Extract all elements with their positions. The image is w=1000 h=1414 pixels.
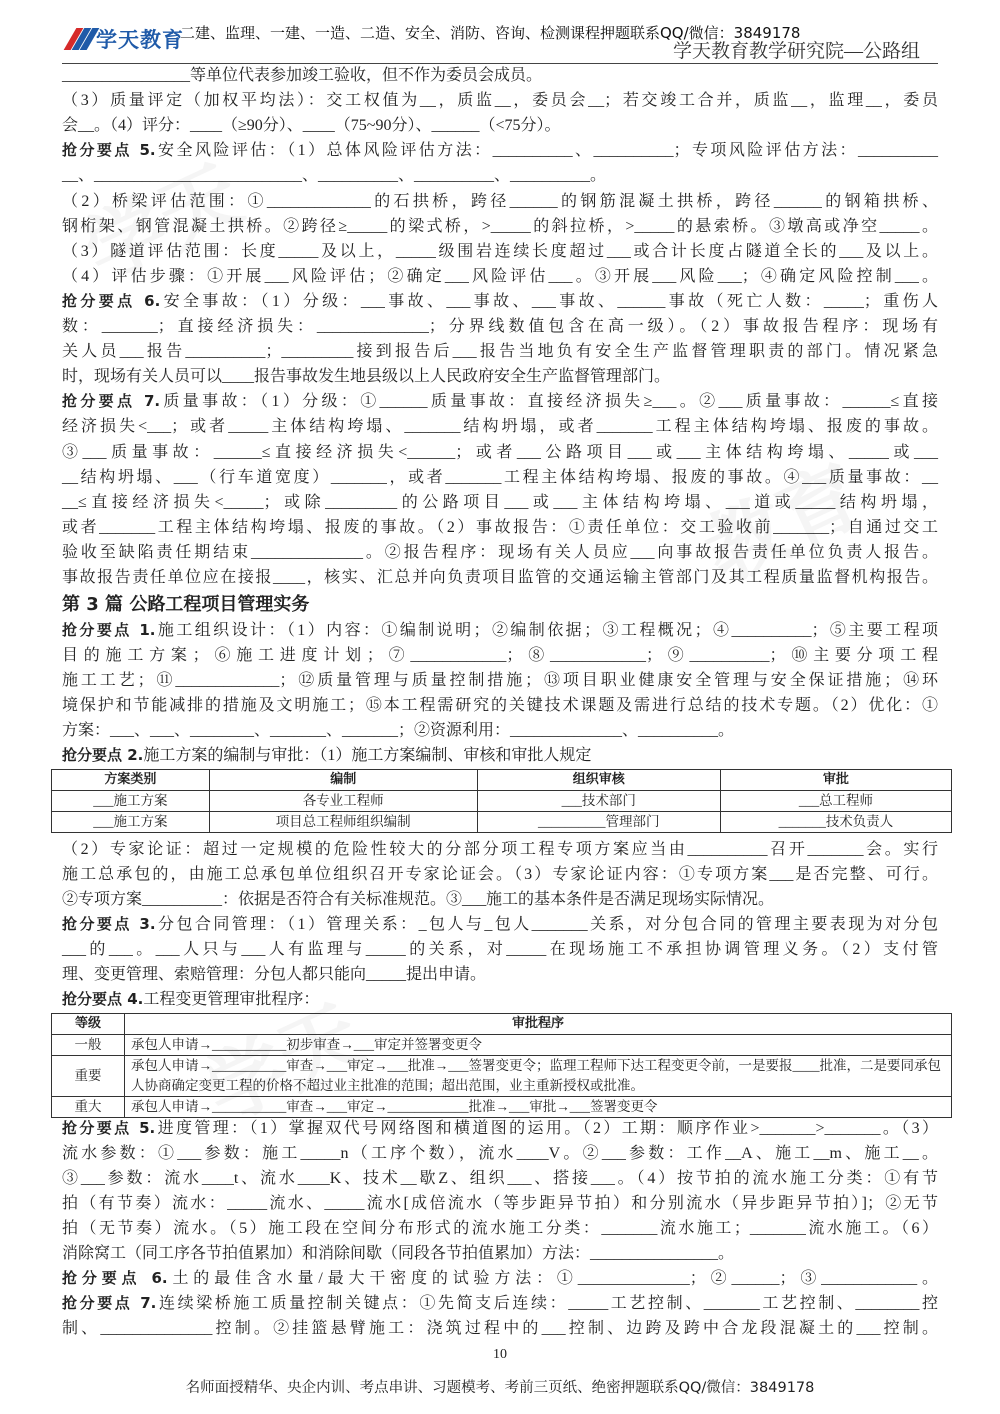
text-line xyxy=(62,540,938,565)
text-line xyxy=(62,364,938,389)
key-point-label: 抢分要点 6. xyxy=(62,291,161,310)
line-text: 分包合同管理：（1）管理关系：_包人与_包人_______关系，对分包合同的管理主要表现为对分包 xyxy=(155,916,938,933)
key-point-line xyxy=(62,743,938,768)
text-line xyxy=(62,1241,938,1266)
logo xyxy=(66,24,184,54)
table-header: 审批程序 xyxy=(125,1014,952,1035)
section-heading: 第 3 篇 公路工程项目管理实务 xyxy=(62,594,310,615)
line-text: 数：_______；直接经济损失：______________；分界线数值包含在高一级）。（2）事故报告程序：现场有 xyxy=(62,318,938,335)
key-point-label: 抢分要点 7. xyxy=(62,392,161,411)
line-text: ___的___。___人只与___人有监理与_____的关系，对_____在现场施工不承担协调管理义务。（2）支付管 xyxy=(62,941,938,958)
text-line xyxy=(62,862,938,887)
line-text: 施工总承包的，由施工总承包单位组织召开专家论证会。（3）专家论证内容：①专项方案___是否完整、可行。 xyxy=(62,866,938,883)
line-text: 进度管理：（1）掌握双代号网络图和横道图的运用。（2）工期：顺序作业>_______>_______。（3） xyxy=(155,1120,938,1137)
table-cell: __________管理部门 xyxy=(477,812,720,833)
line-text: 或者_______工程主体结构垮塌、报废的事故。（2）事故报告：①责任单位：交工验收前_______；自通过交工 xyxy=(62,518,938,536)
line-text: 消除窝工（同工序各节拍值累加）和消除间歇（同段各节拍值累加）方法：________________。 xyxy=(62,1245,735,1262)
table-cell: ___施工方案 xyxy=(52,812,210,833)
text-line xyxy=(62,339,938,364)
line-text: ③___参数：流水____t、流水____K、技术__歇Z、组织___、搭接___。（4）按节拍的流水施工分类：①有节 xyxy=(62,1170,938,1187)
table-cell: ___施工方案 xyxy=(52,791,210,812)
text-line xyxy=(62,565,938,590)
text-line xyxy=(62,718,938,743)
logo-text: 学天教育 xyxy=(96,28,184,52)
line-text: （3）质量评定（加权平均法）：交工权值为__，质监__，委员会__；若交竣工合并，质监__，监理__，委员 xyxy=(62,92,938,110)
key-point-line xyxy=(62,987,938,1012)
header-promo: 二建、监理、一建、一造、二造、安全、消防、咨询、检测课程押题联系QQ/微信：3849178 xyxy=(180,24,801,42)
text-line xyxy=(62,1216,938,1241)
key-point-line xyxy=(62,1266,938,1291)
key-point-line xyxy=(62,912,938,937)
scheme-approval-table xyxy=(51,769,952,833)
change-approval-table xyxy=(51,1013,952,1118)
table-row xyxy=(52,1035,952,1056)
text-line xyxy=(62,1191,938,1216)
line-text: 目的施工方案；⑥施工进度计划；⑦____________；⑧____________；⑨__________；⑩主要分项工程 xyxy=(62,647,938,664)
line-text: 质量事故：（1）分级：①______质量事故：直接经济损失≥___。②___质量事故：______≤直接 xyxy=(160,393,938,411)
line-text: 经济损失<___；或者_____主体结构垮塌、_______结构坍塌，或者_______工程主体结构垮塌、报废的事故。 xyxy=(62,418,938,436)
line-text: 土的最佳含水量/最大干密度的试验方法：①______________；②______；③____________。 xyxy=(167,1270,939,1287)
text-line xyxy=(62,264,938,289)
key-point-line xyxy=(62,289,938,314)
table-cell: 承包人申请→___________审查→___审定→____________批准→___审批→___签署变更令 xyxy=(125,1097,952,1118)
text-line xyxy=(62,189,938,214)
table-row xyxy=(52,1056,952,1097)
text-line xyxy=(62,668,938,693)
text-line xyxy=(62,962,938,987)
page-number: 10 xyxy=(493,1347,507,1362)
key-point-label: 抢分要点 2. xyxy=(62,746,144,764)
table-cell: 各专业工程师 xyxy=(209,791,477,812)
line-text: 拍（无节奏）流水。（5）施工段在空间分布形式的流水施工分类：_______流水施工；_______流水施工。（6） xyxy=(62,1220,938,1237)
text-line xyxy=(62,837,938,862)
text-line xyxy=(62,314,938,339)
line-text: （4）评估步骤：①开展___风险评估；②确定___风险评估___。③开展___风险___；④确定风险控制___。 xyxy=(62,267,938,285)
key-point-label: 抢分要点 3. xyxy=(62,915,156,933)
line-text: （2）桥梁评估范围：①_____________的石拱桥，跨径______的钢筋混凝土拱桥，跨径______的钢箱拱桥、 xyxy=(62,192,938,210)
key-point-label: 抢分要点 5. xyxy=(62,1119,156,1137)
table-cell: 重大 xyxy=(52,1097,125,1118)
text-line xyxy=(62,1316,938,1341)
key-point-label: 抢分要点 7. xyxy=(62,1294,157,1312)
text-line xyxy=(62,113,938,138)
line-text: 事故报告责任单位应在接报____，核实、汇总并向负责项目监管的交通运输主管部门及其工程质量监督机构报告。 xyxy=(62,569,938,586)
key-point-label: 抢分要点 1. xyxy=(62,621,156,639)
line-text: 制、______________控制。②挂篮悬臂施工：浇筑过程中的___控制、边跨及跨中合龙段混凝土的___控制。 xyxy=(62,1320,938,1337)
line-text: 工程变更管理审批程序： xyxy=(143,991,320,1008)
table-cell: 一般 xyxy=(52,1035,125,1056)
line-text: 会__。（4）评分：____（≥90分）、____（75~90分）、______（<75分）。 xyxy=(62,117,561,135)
line-text: 安全风险评估：（1）总体风险评估方法：__________、__________；专项风险评估方法：__________ xyxy=(155,142,938,160)
line-text: 境保护和节能减排的措施及文明施工；⑮本工程需研究的关键技术课题及需进行总结的技术专题。（2）优化：① xyxy=(62,697,938,714)
table-header: 方案类别 xyxy=(52,770,210,791)
line-text: ③___质量事故：______≤直接经济损失<______；或者___公路项目___或___主体结构垮塌、_____或___ xyxy=(62,443,938,461)
table-cell: ___总工程师 xyxy=(720,791,951,812)
line-text: 钢桁架、钢管混凝土拱桥。②跨径≥_____的梁式桥，>_____的斜拉桥，>_____的悬索桥。③墩高或净空_____。 xyxy=(62,217,938,235)
table-cell: 承包人申请→___________初步审查→___审定并签署变更令 xyxy=(125,1035,952,1056)
text-line xyxy=(62,937,938,962)
key-point-line xyxy=(62,389,938,414)
line-text: 关人员___报告__________；_________接到报告后___报告当地负有安全生产监督管理职责的部门。情况紧急 xyxy=(62,343,938,361)
key-point-line xyxy=(62,618,938,643)
line-text: 方案：___、___、________、_______、_______；②资源利用：______________、__________。 xyxy=(62,722,735,739)
key-point-label: 抢分要点 5. xyxy=(62,141,156,160)
text-line xyxy=(62,490,938,515)
line-text: 施工方案的编制与审批：（1）施工方案编制、审核和审批人规定 xyxy=(143,747,592,764)
table-cell: ___技术部门 xyxy=(477,791,720,812)
table-header: 组织审核 xyxy=(477,770,720,791)
key-point-line xyxy=(62,1291,938,1316)
line-text: 施工工艺；⑪_____________；⑫质量管理与质量控制措施；⑬项目职业健康安全管理与安全保证措施；⑭环 xyxy=(62,672,938,689)
line-text: 拍（有节奏）流水：_____流水、_____流水[成倍流水（等步距异节拍）和分别流水（异步距异节拍）]；②无节 xyxy=(62,1195,938,1212)
line-text: __结构坍塌、___（行车道宽度）_______，或者_______工程主体结构垮塌、报废的事故。④___质量事故：__ xyxy=(62,468,938,486)
table-header: 等级 xyxy=(52,1014,125,1035)
footer-promo: 名师面授精华、央企内训、考点串讲、习题模考、考前三页纸、绝密押题联系QQ/微信：3849178 xyxy=(185,1380,815,1396)
text-line xyxy=(62,63,938,88)
line-text: ②专项方案__________：依据是否符合有关标准规范。③___施工的基本条件是否满足现场实际情况。 xyxy=(62,891,775,908)
table-header: 编制 xyxy=(209,770,477,791)
header-title: 学天教育教学研究院—公路组 xyxy=(672,41,920,62)
line-text: 理、变更管理、索赔管理：分包人都只能向_____提出申请。 xyxy=(62,966,487,983)
text-line xyxy=(62,414,938,439)
text-line xyxy=(62,88,938,113)
line-text: （3）隧道评估范围：长度_____及以上，_____级围岩连续长度超过___或合计长度占隧道全长的___及以上。 xyxy=(62,242,938,260)
line-text: ________________等单位代表参加竣工验收，但不作为委员会成员。 xyxy=(62,67,543,84)
table-row xyxy=(52,812,952,833)
key-point-label: 抢分要点 4. xyxy=(62,990,144,1008)
text-line xyxy=(62,1141,938,1166)
line-text: 验收至缺陷责任期结束______________。②报告程序：现场有关人员应___向事故报告责任单位负责人报告。 xyxy=(62,543,938,561)
key-point-line xyxy=(62,1116,938,1141)
line-text: 时，现场有关人员可以____报告事故发生地县级以上人民政府安全生产监督管理部门。 xyxy=(62,368,671,386)
text-line xyxy=(62,239,938,264)
table-cell: 项目总工程师组织编制 xyxy=(209,812,477,833)
line-text: __、__________________________、__________、__________、__________。 xyxy=(62,167,607,185)
line-text: __≤直接经济损失<_____；或除_________的公路项目___或___主体结构垮塌、___道或_____结构坍塌， xyxy=(62,493,938,511)
text-line xyxy=(62,887,938,912)
line-text: （2）专家论证：超过一定规模的危险性较大的分部分项工程专项方案应当由__________召开_______会。实行 xyxy=(62,841,938,858)
table-row xyxy=(52,791,952,812)
line-text: 施工组织设计：（1）内容：①编制说明；②编制依据；③工程概况；④__________；⑤主要工程项 xyxy=(155,622,938,639)
table-header: 审批 xyxy=(720,770,951,791)
table-cell: _______技术负责人 xyxy=(720,812,951,833)
line-text: 连续梁桥施工质量控制关键点：①先简支后连续：_____工艺控制、_______工艺控制、________控 xyxy=(156,1295,938,1312)
text-line xyxy=(62,440,938,465)
table-cell: 承包人申请→___________审查→___审定→___批准→___签署变更令；监理工程师下达工程变更令前，一是要报____批准，二是要同承包人协商确定变更工程的价格不超过业主批准的范围；超出范围，业主重新授权或批准。 xyxy=(125,1056,952,1097)
line-text: 安全事故：（1）分级：___事故、___事故、___事故、______事故（死亡人数：_____；重伤人 xyxy=(160,292,938,310)
text-line xyxy=(62,214,938,239)
key-point-label: 抢分要点 6. xyxy=(62,1269,168,1287)
text-line xyxy=(62,515,938,540)
logo-mark-icon xyxy=(66,28,92,50)
table-cell: 重要 xyxy=(52,1056,125,1097)
text-line xyxy=(62,693,938,718)
text-line xyxy=(62,465,938,490)
key-point-line xyxy=(62,138,938,163)
text-line xyxy=(62,643,938,668)
line-text: 流水参数：①___参数：施工_____n（工序个数），流水____V。②___参数：工作__A、施工__m、施工__。 xyxy=(62,1145,938,1162)
text-line xyxy=(62,1166,938,1191)
text-line xyxy=(62,163,938,188)
table-row xyxy=(52,1097,952,1118)
